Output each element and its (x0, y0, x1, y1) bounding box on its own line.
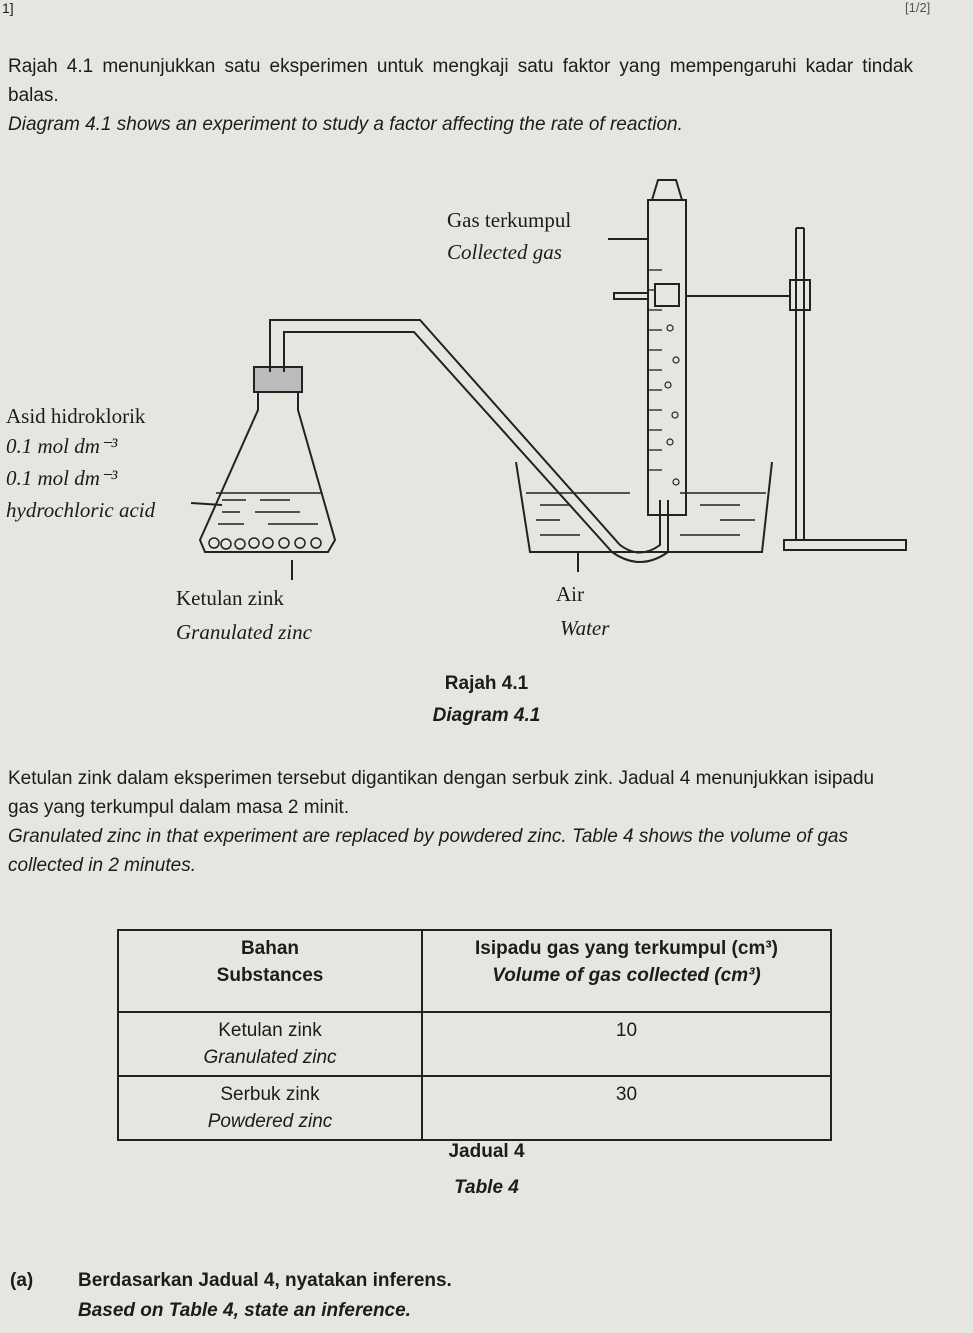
volume-table (117, 929, 832, 1141)
table-cell-substance: Serbuk zink Powdered zinc (118, 1076, 422, 1140)
diagram-caption-malay: Rajah 4.1 (444, 673, 529, 694)
label-zinc-malay: Ketulan zink (176, 586, 284, 610)
retort-stand (614, 228, 906, 550)
page-corner-right: [1/2] (905, 0, 931, 15)
table-header-substances: Bahan Substances (118, 930, 422, 1012)
diagram-caption-english: Diagram 4.1 (432, 705, 541, 726)
burette (648, 180, 686, 515)
question-malay: Berdasarkan Jadual 4, nyatakan inferens. (78, 1270, 452, 1291)
label-acid-concentration-2: 0.1 mol dm⁻³ (6, 466, 118, 490)
intro-english: Diagram 4.1 shows an experiment to study a factor affecting the rate of reaction. (8, 114, 683, 135)
basin-water (526, 493, 766, 535)
table-cell-volume: 10 (422, 1012, 831, 1076)
question-number: (a) (10, 1270, 34, 1291)
table-caption-malay: Jadual 4 (448, 1141, 525, 1162)
label-acid-concentration-1: 0.1 mol dm⁻³ (6, 434, 118, 458)
label-acid-malay: Asid hidroklorik (6, 404, 146, 428)
intro-malay: Rajah 4.1 menunjukkan satu eksperimen untuk mengkaji satu faktor yang mempengaruhi kadar tindak balas. (8, 56, 913, 106)
label-gas-malay: Gas terkumpul (447, 208, 572, 232)
table-row (118, 1012, 831, 1076)
question-english: Based on Table 4, state an inference. (78, 1300, 411, 1321)
table-cell-substance: Ketulan zink Granulated zinc (118, 1012, 422, 1076)
label-acid-english: hydrochloric acid (6, 498, 156, 522)
rubber-stopper (254, 367, 302, 392)
label-water-malay: Air (556, 582, 584, 606)
label-zinc-english: Granulated zinc (176, 620, 312, 644)
page-corner-left: 1] (2, 0, 14, 16)
zinc-granules (209, 538, 321, 549)
table-caption-english: Table 4 (454, 1177, 519, 1198)
label-gas-english: Collected gas (447, 240, 562, 264)
table-cell-volume: 30 (422, 1076, 831, 1140)
acid-liquid (216, 493, 322, 524)
table-row (118, 1076, 831, 1140)
context-english: Granulated zinc in that experiment are replaced by powdered zinc. Table 4 shows the volume of gas collected in 2 minutes. (8, 826, 848, 876)
conical-flask (200, 382, 335, 552)
water-basin (516, 462, 772, 552)
label-water-english: Water (560, 616, 610, 640)
table-header-row (118, 930, 831, 1012)
table-header-volume: Isipadu gas yang terkumpul (cm³) Volume of gas collected (cm³) (422, 930, 831, 1012)
context-malay: Ketulan zink dalam eksperimen tersebut digantikan dengan serbuk zink. Jadual 4 menunjukkan isipadu gas yang terkumpul dalam masa 2 minit. (8, 768, 875, 818)
